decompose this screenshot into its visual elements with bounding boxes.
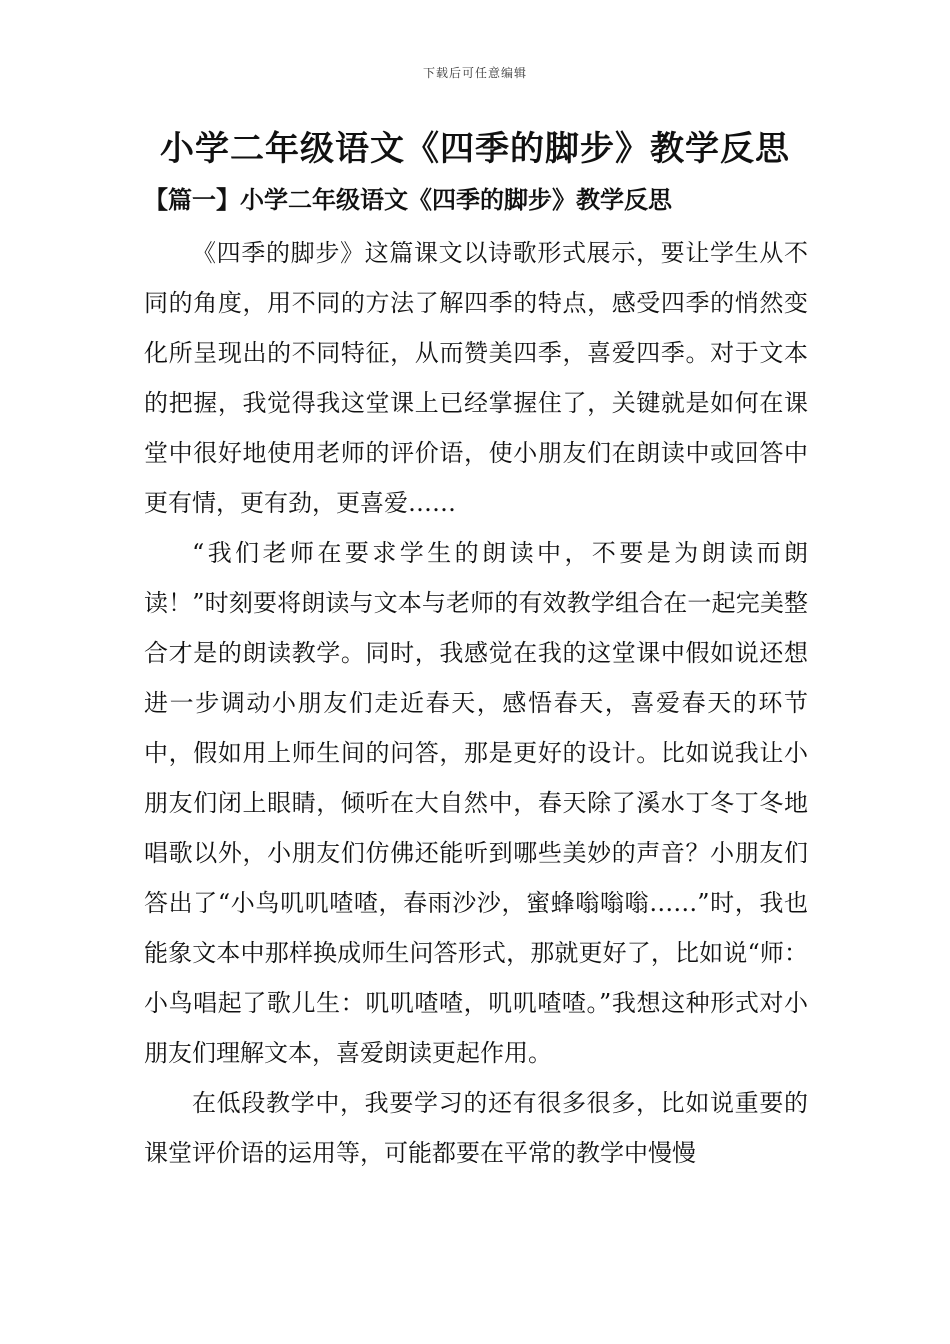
document-title: 小学二年级语文《四季的脚步》教学反思 bbox=[160, 129, 790, 169]
paragraph-3: 在低段教学中，我要学习的还有很多很多，比如说重要的课堂评价语的运用等，可能都要在平常的教学中慢慢 bbox=[144, 1089, 808, 1167]
section-heading: 【篇一】小学二年级语文《四季的脚步》教学反思 bbox=[144, 185, 672, 214]
page-header-note: 下载后可任意编辑 bbox=[422, 66, 527, 80]
document-body bbox=[144, 228, 808, 1178]
paragraph-1: 《四季的脚步》这篇课文以诗歌形式展示，要让学生从不同的角度，用不同的方法了解四季的特点，感受四季的悄然变化所呈现出的不同特征，从而赞美四季，喜爱四季。对于文本的把握，我觉得我这堂课上已经掌握住了，关键就是如何在课堂中很好地使用老师的评价语，使小朋友们在朗读中或回答中更有情，更有劲，更喜爱…… bbox=[144, 239, 808, 517]
paragraph-2: “我们老师在要求学生的朗读中，不要是为朗读而朗读！”时刻要将朗读与文本与老师的有效教学组合在一起完美整合才是的朗读教学。同时，我感觉在我的这堂课中假如说还想进一步调动小朋友们走近春天，感悟春天，喜爱春天的环节中，假如用上师生间的问答，那是更好的设计。比如说我让小朋友们闭上眼睛，倾听在大自然中，春天除了溪水丁冬丁冬地唱歌以外，小朋友们仿佛还能听到哪些美妙的声音？小朋友们答出了“小鸟叽叽喳喳，春雨沙沙，蜜蜂嗡嗡嗡……”时，我也能象文本中那样换成师生问答形式，那就更好了，比如说“师：小鸟唱起了歌儿生：叽叽喳喳，叽叽喳喳。”我想这种形式对小朋友们理解文本，喜爱朗读更起作用。 bbox=[144, 539, 808, 1067]
